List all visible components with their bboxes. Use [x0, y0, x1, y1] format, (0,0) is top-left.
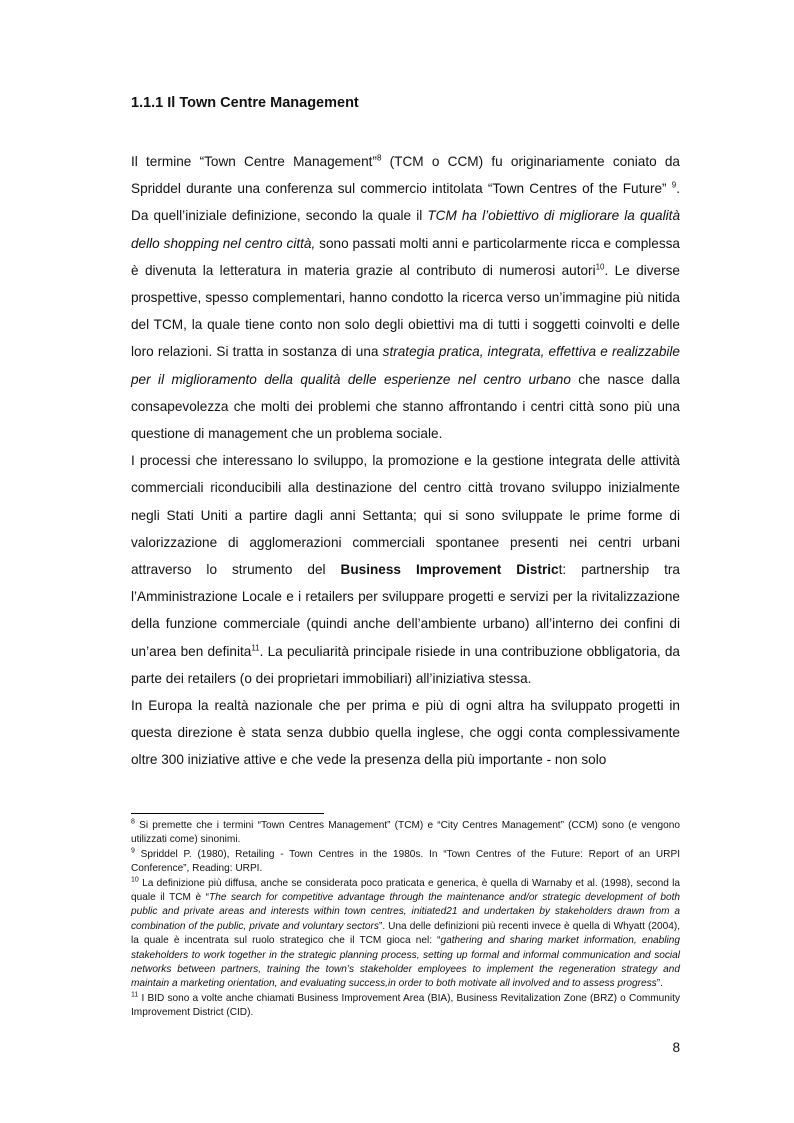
italic-text: strategia pratica, integrata, effettiva e realizzabile per il miglioramento della qualità delle esperienze nel centro urbano: [131, 344, 680, 387]
text-run: Il termine “Town Centre Management”: [131, 154, 377, 169]
bold-text: Business Improvement Distric: [340, 562, 559, 578]
footnote-number: 10: [131, 876, 139, 884]
footnotes: [131, 819, 680, 1021]
text-run: . La peculiarità principale risiede in una contribuzione obbligatoria, da parte dei retailers (o dei proprietari immobiliari) all’iniziativa stessa.: [131, 643, 680, 686]
footnote-11: [131, 992, 680, 1021]
text-run: (TCM o CCM) fu originariamente coniato da Spriddel durante una conferenza sul commercio intitolata “Town Centres of the Future”: [131, 154, 680, 197]
text-run: . Le diverse prospettive, spesso complementari, hanno condotto la ricerca verso un’immagine più nitida del TCM, la quale tiene conto non solo degli obiettivi ma di tutti i soggetti coinvolti e delle loro relazioni. Si tratta in sostanza di una: [131, 262, 680, 360]
text-run: che nasce dalla consapevolezza che molti dei problemi che stanno affrontando i centri città sono più una questione di management che un problema sociale.: [131, 371, 680, 442]
footnote-8: [131, 819, 680, 848]
footnote-text: Si premette che i termini “Town Centres Management” (TCM) e “City Centres Management” (CCM) sono (e vengono utilizzati come) sinonimi.: [131, 820, 680, 846]
section-heading: 1.1.1 Il Town Centre Management: [131, 95, 359, 111]
footnote-separator: [131, 813, 324, 814]
footnote-text: Spriddel P. (1980), Retailing - Town Centres in the 1980s. In “Town Centres of the Future: Report of an URPI Conference”, Reading: URPI.: [131, 848, 680, 875]
italic-text: TCM ha l’obiettivo di migliorare la qualità dello shopping nel centro città,: [131, 208, 680, 251]
footnote-text: La definizione più diffusa, anche se considerata poco praticata e generica, è quella di Warnaby et al. (1998), second la quale il TCM è “: [131, 877, 680, 904]
footnote-italic-text: The search for competitive advantage through the maintenance and/or strategic development of both public and private areas and interests within town centres, initiated21 and undertaken by stakeholders drawn from a combination of the public, private and voluntary sectors: [131, 892, 680, 932]
footnote-text: I BID sono a volte anche chiamati Business Improvement Area (BIA), Business Revitalization Zone (BRZ) o Community Improvement District (CID).: [131, 992, 680, 1019]
footnote-italic-text: gathering and sharing market information, enabling stakeholders to work together in the strategic planning process, setting up formal and informal communication and social networks between partners, training the town’s stakeholder employees to implement the regeneration strategy and maintain a marketing orientation, and evaluating success,in order to both motivate all involved and to assess progress: [131, 935, 680, 990]
footnote-ref-11[interactable]: 11: [251, 643, 260, 653]
footnote-ref-8[interactable]: 8: [376, 153, 382, 163]
footnote-text: ”.: [656, 978, 663, 990]
footnote-ref-9[interactable]: 9: [671, 180, 677, 190]
text-run: I processi che interessano lo sviluppo, la promozione e la gestione integrata delle attività commerciali riconducibili alla destinazione del centro città trovano sviluppo inizialmente negli Stati Uniti a partire dagli anni Settanta; qui si sono sviluppate le prime forme di valorizzazione di agglomerazioni commerciali spontanee presenti nei centri urbani attraverso lo strumento del: [131, 453, 680, 578]
paragraph-3: [131, 692, 680, 774]
page-number: 8: [672, 1040, 680, 1055]
footnote-ref-10[interactable]: 10: [595, 262, 605, 272]
footnote-number: 8: [131, 818, 135, 826]
text-run: sono passati molti anni e particolarmente ricca e complessa è divenuta la letteratura in materia grazie al contributo di numerosi autori: [131, 235, 680, 278]
text-run: . Da quell’iniziale definizione, secondo la quale il: [131, 181, 680, 224]
footnote-number: 9: [131, 847, 135, 855]
footnote-text: ”. Una delle definizioni più recenti invece è quella di Whyatt (2004), la quale è incentrata sul ruolo strategico che il TCM gioca nel: “: [131, 920, 681, 947]
footnote-number: 11: [131, 991, 139, 999]
footnote-9: [131, 848, 680, 877]
paragraph-2: [131, 447, 680, 692]
body-text: [131, 148, 680, 774]
text-run: t: partnership tra l’Amministrazione Locale e i retailers per sviluppare progetti e servizi per la rivitalizzazione della funzione commerciale (quindi anche dell’ambiente urbano) all’interno dei confini di un’area ben definita: [131, 562, 680, 659]
paragraph-1: [131, 148, 680, 447]
footnote-10: [131, 877, 680, 992]
text-run: In Europa la realtà nazionale che per prima e più di ogni altra ha sviluppato progetti in questa direzione è stata senza dubbio quella inglese, che oggi conta complessivamente oltre 300 iniziative attive e che vede la presenza della più importante - non solo: [131, 698, 680, 768]
